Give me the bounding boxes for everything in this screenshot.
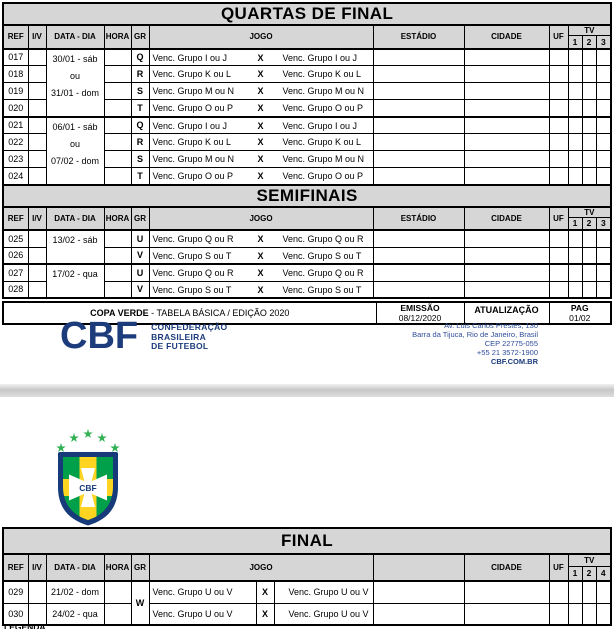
cell-date-group: [46, 264, 104, 298]
cell-iv: [28, 66, 46, 83]
cell-tv3: [596, 151, 611, 168]
cell-tv2: [582, 247, 596, 264]
away-team: Venc. Grupo K ou L: [282, 137, 362, 148]
cell-ref: 030: [3, 603, 28, 625]
header-cidade: CIDADE: [464, 207, 549, 231]
cell-tv3: [596, 281, 611, 298]
table-row: [3, 603, 611, 625]
header-hora: HORA: [104, 554, 131, 581]
header-iv: I/V: [28, 25, 46, 49]
header-tv4: 4: [596, 566, 611, 581]
quartas-semis-table: [2, 2, 612, 299]
crest-stars: [56, 429, 120, 452]
cell-tv2: [582, 230, 596, 247]
cell-tv2: [582, 581, 596, 603]
versus-mark: X: [257, 103, 264, 114]
versus-mark: X: [257, 250, 264, 261]
header-jogo: JOGO: [149, 25, 373, 49]
cell-tv2: [582, 100, 596, 117]
emissao-label: EMISSÃO: [400, 303, 440, 313]
cell-match: [149, 264, 373, 281]
cell-ref: 023: [3, 151, 28, 168]
cell-tv2: [582, 49, 596, 66]
header-tv2: 2: [582, 217, 596, 230]
cell-tv1: [568, 134, 582, 151]
cell-gr: Q: [131, 117, 149, 134]
cbf-org-name: [151, 323, 227, 352]
section-title-quartas: [3, 3, 611, 25]
cell-iv: [28, 151, 46, 168]
cell-hora: [104, 230, 131, 247]
cell-iv: [28, 264, 46, 281]
cell-hora: [104, 66, 131, 83]
cell-gr: U: [131, 230, 149, 247]
cell-tv2: [582, 66, 596, 83]
cbf-brand-block: [60, 315, 228, 357]
page-separator: [0, 384, 614, 397]
cell-tv1: [568, 247, 582, 264]
cell-hora: [104, 168, 131, 185]
cell-tv1: [568, 281, 582, 298]
versus-mark: X: [257, 52, 264, 63]
versus-mark: X: [257, 86, 264, 97]
cell-gr-merged: W: [131, 581, 149, 625]
cell-hora: [104, 49, 131, 66]
cell-uf: [549, 83, 568, 100]
cell-tv3: [596, 168, 611, 185]
cell-versus: X: [256, 581, 274, 603]
cell-match: [149, 151, 373, 168]
address-line: CEP 22775-055: [484, 339, 538, 348]
header-cidade: CIDADE: [464, 25, 549, 49]
cell-home-team: Venc. Grupo U ou V: [149, 581, 256, 603]
cell-iv: [28, 581, 46, 603]
cell-cidade: [464, 151, 549, 168]
table-row: [3, 264, 611, 281]
address-line: Barra da Tijuca, Rio de Janeiro, Brasil: [412, 330, 538, 339]
cell-ref: 018: [3, 66, 28, 83]
cell-away-team: Venc. Grupo U ou V: [274, 581, 373, 603]
cell-away-team: Venc. Grupo U ou V: [274, 603, 373, 625]
home-team: Venc. Grupo K ou L: [152, 137, 232, 148]
cell-estadio: [373, 100, 464, 117]
versus-mark: X: [257, 171, 264, 182]
cell-tv2: [582, 281, 596, 298]
cell-uf: [549, 49, 568, 66]
cell-tv1: [568, 151, 582, 168]
cell-match: [149, 134, 373, 151]
cell-tv2: [582, 264, 596, 281]
cbf-address-block: [412, 321, 538, 366]
cell-iv: [28, 230, 46, 247]
cell-tv2: [582, 151, 596, 168]
header-uf: UF: [549, 25, 568, 49]
header-gr: GR: [131, 25, 149, 49]
cell-iv: [28, 168, 46, 185]
cell-tv1: [568, 168, 582, 185]
cell-ref: 021: [3, 117, 28, 134]
final-section: [2, 527, 612, 626]
header-ref: REF: [3, 25, 28, 49]
cell-gr: V: [131, 247, 149, 264]
page1-tables: [2, 2, 612, 325]
cell-tv3: [596, 134, 611, 151]
header-gr: GR: [131, 554, 149, 581]
page-number-cell: [549, 302, 611, 324]
cell-match: [149, 281, 373, 298]
header-uf: UF: [549, 554, 568, 581]
home-team: Venc. Grupo M ou N: [152, 154, 235, 165]
cell-uf: [549, 117, 568, 134]
cell-match: [149, 49, 373, 66]
header-ref: REF: [3, 207, 28, 231]
table-row: [3, 49, 611, 66]
cell-tv3: [596, 247, 611, 264]
home-team: Venc. Grupo M ou N: [152, 86, 235, 97]
versus-mark: X: [257, 137, 264, 148]
header-data: DATA - DIA: [46, 554, 104, 581]
away-team: Venc. Grupo I ou J: [282, 52, 358, 63]
cell-match: [149, 83, 373, 100]
away-team: Venc. Grupo Q ou R: [282, 234, 364, 245]
cell-iv: [28, 49, 46, 66]
header-estadio-blank: [373, 554, 464, 581]
org-line: CONFEDERAÇÃO: [151, 322, 228, 332]
section-title-final: [3, 528, 611, 554]
cell-tv1: [568, 581, 582, 603]
cell-gr: R: [131, 66, 149, 83]
cell-uf: [549, 247, 568, 264]
away-team: Venc. Grupo K ou L: [282, 69, 362, 80]
cell-estadio: [373, 247, 464, 264]
cell-uf: [549, 66, 568, 83]
date-line: 30/01 - sáb: [52, 53, 98, 64]
competition-subtitle: - TABELA BÁSICA / EDIÇÃO 2020: [148, 308, 290, 318]
cell-ref: 027: [3, 264, 28, 281]
home-team: Venc. Grupo S ou T: [152, 250, 232, 261]
cell-cidade: [464, 49, 549, 66]
cell-cidade: [464, 247, 549, 264]
header-ref: REF: [3, 554, 28, 581]
cell-hora: [104, 83, 131, 100]
header-tv: TV: [568, 207, 611, 218]
cell-uf: [549, 134, 568, 151]
cell-tv2: [582, 168, 596, 185]
cell-estadio: [373, 603, 464, 625]
cell-tv2: [582, 603, 596, 625]
crest-cbf-text: CBF: [79, 483, 97, 493]
cell-tv2: [582, 134, 596, 151]
table-row: [3, 581, 611, 603]
table-row: [3, 230, 611, 247]
cell-tv1: [568, 603, 582, 625]
header-cidade: CIDADE: [464, 554, 549, 581]
cell-uf: [549, 581, 568, 603]
header-tv1: 1: [568, 566, 582, 581]
quartas-title: QUARTAS DE FINAL: [3, 3, 611, 25]
date-line: 13/02 - sáb: [52, 235, 98, 245]
table-row: [3, 117, 611, 134]
away-team: Venc. Grupo O ou P: [282, 171, 364, 182]
section-title-semifinais: [3, 185, 611, 207]
cbf-wordmark: CBF: [60, 315, 139, 357]
home-team: Venc. Grupo Q ou R: [152, 234, 234, 245]
address-line: Av. Luis Carlos Prestes, 130: [444, 321, 538, 330]
semis-header-row: [3, 207, 611, 218]
versus-mark: X: [257, 268, 264, 279]
emissao-date: 08/12/2020: [398, 313, 442, 323]
cell-tv3: [596, 230, 611, 247]
cell-uf: [549, 151, 568, 168]
header-hora: HORA: [104, 25, 131, 49]
cell-uf: [549, 230, 568, 247]
cell-hora: [104, 281, 131, 298]
cell-versus: X: [256, 603, 274, 625]
away-team: Venc. Grupo Q ou R: [282, 268, 364, 279]
cell-gr: T: [131, 100, 149, 117]
cell-estadio: [373, 49, 464, 66]
header-data: DATA - DIA: [46, 207, 104, 231]
date-line: ou: [69, 70, 80, 81]
cell-match: [149, 168, 373, 185]
date-line: 07/02 - dom: [50, 155, 100, 166]
away-team: Venc. Grupo S ou T: [282, 250, 362, 261]
cell-ref: 028: [3, 281, 28, 298]
header-jogo: JOGO: [149, 207, 373, 231]
versus-mark: X: [257, 69, 264, 80]
cell-tv4: [596, 603, 611, 625]
date-line: 06/01 - sáb: [52, 121, 98, 132]
cell-iv: [28, 117, 46, 134]
cell-estadio: [373, 66, 464, 83]
cell-uf: [549, 281, 568, 298]
cell-estadio: [373, 117, 464, 134]
cell-estadio: [373, 230, 464, 247]
header-tv2: 2: [582, 36, 596, 49]
cell-tv3: [596, 264, 611, 281]
legend-label: LEGENDA: [4, 622, 46, 629]
cell-ref: 020: [3, 100, 28, 117]
pag-value: 01/02: [569, 313, 591, 323]
address-line: +55 21 3572-1900: [476, 348, 538, 357]
cell-tv1: [568, 83, 582, 100]
versus-mark: X: [257, 234, 264, 245]
home-team: Venc. Grupo I ou J: [152, 52, 228, 63]
cell-tv3: [596, 83, 611, 100]
cell-hora: [104, 247, 131, 264]
cbf-crest-logo: [50, 427, 126, 529]
competition-name: COPA VERDE: [90, 308, 149, 318]
header-iv: I/V: [28, 207, 46, 231]
away-team: Venc. Grupo I ou J: [282, 120, 358, 131]
versus-mark: X: [257, 284, 264, 295]
org-line: DE FUTEBOL: [151, 341, 209, 351]
cell-cidade: [464, 581, 549, 603]
cell-tv3: [596, 49, 611, 66]
cell-match: [149, 230, 373, 247]
cell-tv2: [582, 83, 596, 100]
cell-gr: Q: [131, 49, 149, 66]
home-team: Venc. Grupo O ou P: [152, 171, 234, 182]
header-estadio: ESTÁDIO: [373, 25, 464, 49]
quartas-header-row: [3, 25, 611, 36]
date-line: 31/01 - dom: [50, 87, 100, 98]
pag-label: PAG: [570, 303, 589, 313]
atualizacao-label: ATUALIZAÇÃO: [474, 305, 539, 315]
final-table: [2, 527, 612, 626]
cell-gr: U: [131, 264, 149, 281]
cell-gr: S: [131, 151, 149, 168]
cell-match: [149, 117, 373, 134]
cell-hora: [104, 581, 131, 603]
cell-cidade: [464, 66, 549, 83]
cell-ref: 022: [3, 134, 28, 151]
date-line: ou: [69, 138, 80, 149]
cell-match: [149, 100, 373, 117]
cell-cidade: [464, 264, 549, 281]
cell-hora: [104, 100, 131, 117]
cell-uf: [549, 603, 568, 625]
cell-ref: 029: [3, 581, 28, 603]
header-tv3: 3: [596, 217, 611, 230]
cell-tv3: [596, 66, 611, 83]
home-team: Venc. Grupo O ou P: [152, 103, 234, 114]
cell-iv: [28, 100, 46, 117]
cell-tv1: [568, 66, 582, 83]
header-tv: TV: [568, 25, 611, 36]
cell-cidade: [464, 83, 549, 100]
cell-hora: [104, 134, 131, 151]
cell-tv3: [596, 117, 611, 134]
header-tv3: 3: [596, 36, 611, 49]
cell-iv: [28, 134, 46, 151]
cell-estadio: [373, 134, 464, 151]
cell-estadio: [373, 83, 464, 100]
cbf-website: CBF.COM.BR: [490, 357, 538, 366]
cell-cidade: [464, 230, 549, 247]
header-tv2: 2: [582, 566, 596, 581]
cell-ref: 019: [3, 83, 28, 100]
home-team: Venc. Grupo Q ou R: [152, 268, 234, 279]
cell-ref: 026: [3, 247, 28, 264]
header-uf: UF: [549, 207, 568, 231]
header-gr: GR: [131, 207, 149, 231]
cell-ref: 024: [3, 168, 28, 185]
home-team: Venc. Grupo S ou T: [152, 284, 232, 295]
cell-date: 21/02 - dom: [46, 581, 104, 603]
cell-home-team: Venc. Grupo U ou V: [149, 603, 256, 625]
cell-date-group: [46, 230, 104, 264]
cell-ref: 017: [3, 49, 28, 66]
cell-tv1: [568, 100, 582, 117]
cell-gr: V: [131, 281, 149, 298]
semis-title: SEMIFINAIS: [3, 185, 611, 207]
cell-iv: [28, 281, 46, 298]
home-team: Venc. Grupo K ou L: [152, 69, 232, 80]
cell-estadio: [373, 281, 464, 298]
cell-tv1: [568, 230, 582, 247]
away-team: Venc. Grupo S ou T: [282, 284, 362, 295]
cell-hora: [104, 151, 131, 168]
header-jogo: JOGO: [149, 554, 373, 581]
cell-estadio: [373, 581, 464, 603]
cell-cidade: [464, 117, 549, 134]
away-team: Venc. Grupo O ou P: [282, 103, 364, 114]
cell-gr: S: [131, 83, 149, 100]
cell-date-group: [46, 117, 104, 185]
cell-match: [149, 66, 373, 83]
away-team: Venc. Grupo M ou N: [282, 86, 365, 97]
final-title: FINAL: [3, 528, 611, 554]
header-estadio: ESTÁDIO: [373, 207, 464, 231]
cell-date-group: [46, 49, 104, 117]
header-data: DATA - DIA: [46, 25, 104, 49]
cell-hora: [104, 603, 131, 625]
cell-estadio: [373, 151, 464, 168]
header-iv: I/V: [28, 554, 46, 581]
org-line: BRASILEIRA: [151, 331, 207, 342]
cell-tv2: [582, 117, 596, 134]
header-tv1: 1: [568, 217, 582, 230]
versus-mark: X: [257, 120, 264, 131]
header-hora: HORA: [104, 207, 131, 231]
cell-ref: 025: [3, 230, 28, 247]
final-header-row: [3, 554, 611, 566]
header-tv: TV: [568, 554, 611, 566]
cell-iv: [28, 83, 46, 100]
cell-match: [149, 247, 373, 264]
cell-iv: [28, 247, 46, 264]
cell-uf: [549, 100, 568, 117]
cell-cidade: [464, 100, 549, 117]
cell-hora: [104, 117, 131, 134]
cell-cidade: [464, 281, 549, 298]
cell-hora: [104, 264, 131, 281]
date-line: 17/02 - qua: [52, 269, 98, 279]
versus-mark: X: [257, 154, 264, 165]
cell-uf: [549, 264, 568, 281]
cell-estadio: [373, 168, 464, 185]
cell-gr: T: [131, 168, 149, 185]
cell-gr: R: [131, 134, 149, 151]
cell-estadio: [373, 264, 464, 281]
cell-cidade: [464, 168, 549, 185]
cell-tv1: [568, 117, 582, 134]
cell-date: 24/02 - qua: [46, 603, 104, 625]
header-tv1: 1: [568, 36, 582, 49]
away-team: Venc. Grupo M ou N: [282, 154, 365, 165]
cell-tv1: [568, 264, 582, 281]
cell-cidade: [464, 603, 549, 625]
cell-tv3: [596, 100, 611, 117]
cell-tv1: [568, 49, 582, 66]
home-team: Venc. Grupo I ou J: [152, 120, 228, 131]
cell-tv4: [596, 581, 611, 603]
cell-cidade: [464, 134, 549, 151]
cell-uf: [549, 168, 568, 185]
